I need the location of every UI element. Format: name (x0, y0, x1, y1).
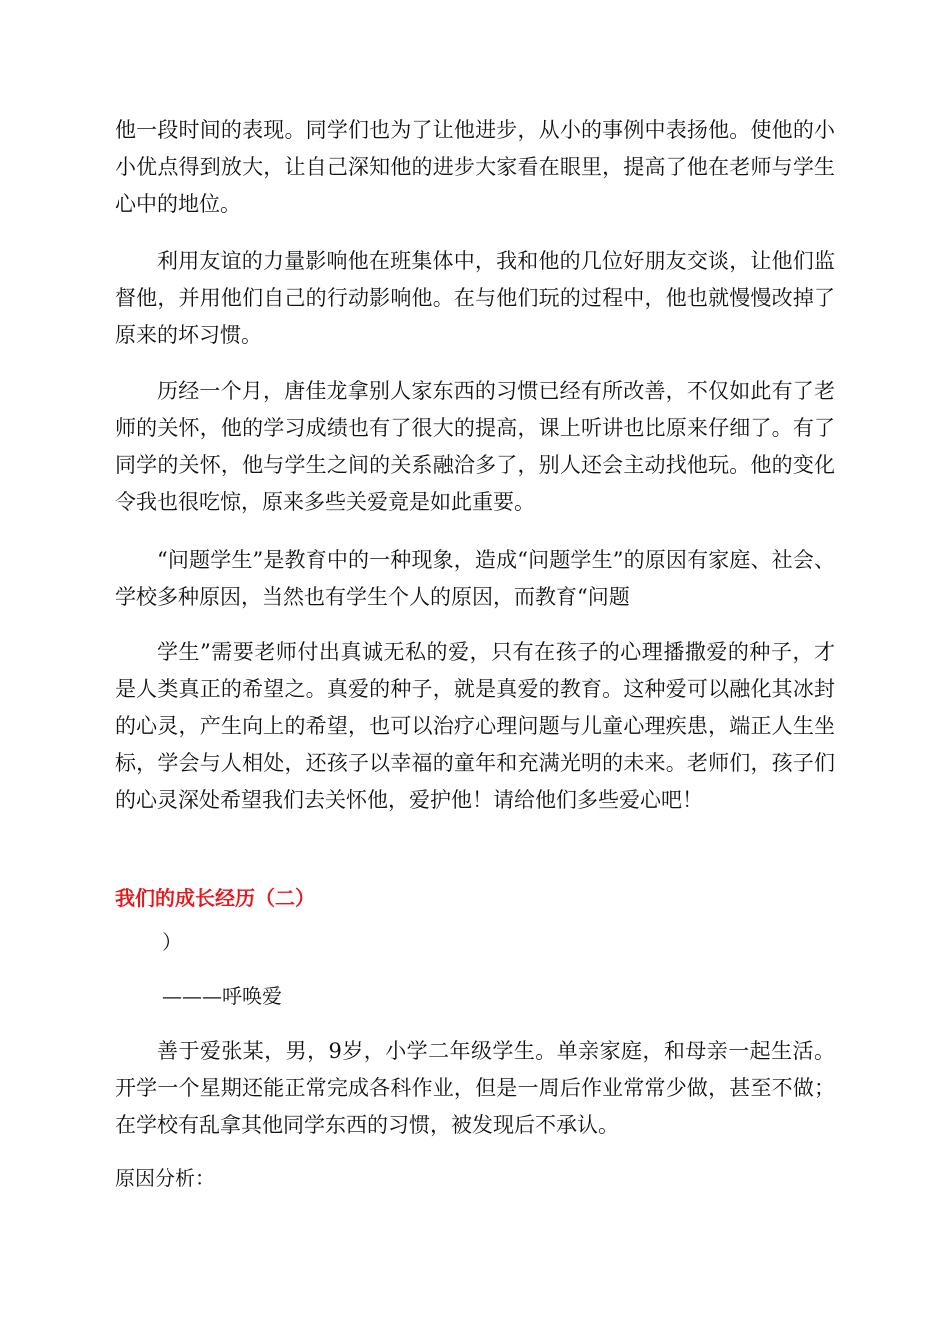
paren-line: ） (162, 930, 182, 954)
case-paragraph: 善于爱张某，男，9岁，小学二年级学生。单亲家庭，和母亲一起生活。开学一个星期还能正常完成各科作业，但是一周后作业常常少做，甚至不做；在学校有乱拿其他同学东西的习惯，被发现后不承认。 (115, 1039, 835, 1137)
section-title: 我们的成长经历（二） (115, 886, 315, 910)
analysis-label: 原因分析： (115, 1166, 215, 1190)
paragraph-3: 历经一个月，唐佳龙拿别人家东西的习惯已经有所改善，不仅如此有了老师的关怀，他的学习成绩也有了很大的提高，课上听讲也比原来仔细了。有了同学的关怀，他与学生之间的关系融洽多了，别人还会主动找他玩。他的变化令我也很吃惊，原来多些关爱竟是如此重要。 (115, 379, 835, 514)
subtitle: ———呼唤爱 (162, 984, 282, 1008)
paragraph-4: “问题学生”是教育中的一种现象，造成“问题学生”的原因有家庭、社会、学校多种原因，当然也有学生个人的原因，而教育“问题 (115, 548, 835, 609)
paragraph-5: 学生”需要老师付出真诚无私的爱，只有在孩子的心理播撒爱的种子，才是人类真正的希望之。真爱的种子，就是真爱的教育。这种爱可以融化其冰封的心灵，产生向上的希望，也可以治疗心理问题与儿童心理疾患，端正人生坐标，学会与人相处，还孩子以幸福的童年和充满光明的未来。老师们，孩子们的心灵深处希望我们去关怀他，爱护他！请给他们多些爱心吧！ (115, 640, 835, 812)
paragraph-1: 他一段时间的表现。同学们也为了让他进步，从小的事例中表扬他。使他的小小优点得到放大，让自己深知他的进步大家看在眼里，提高了他在老师与学生心中的地位。 (115, 118, 835, 216)
paragraph-2: 利用友谊的力量影响他在班集体中，我和他的几位好朋友交谈，让他们监督他，并用他们自己的行动影响他。在与他们玩的过程中，他也就慢慢改掉了原来的坏习惯。 (115, 249, 835, 347)
